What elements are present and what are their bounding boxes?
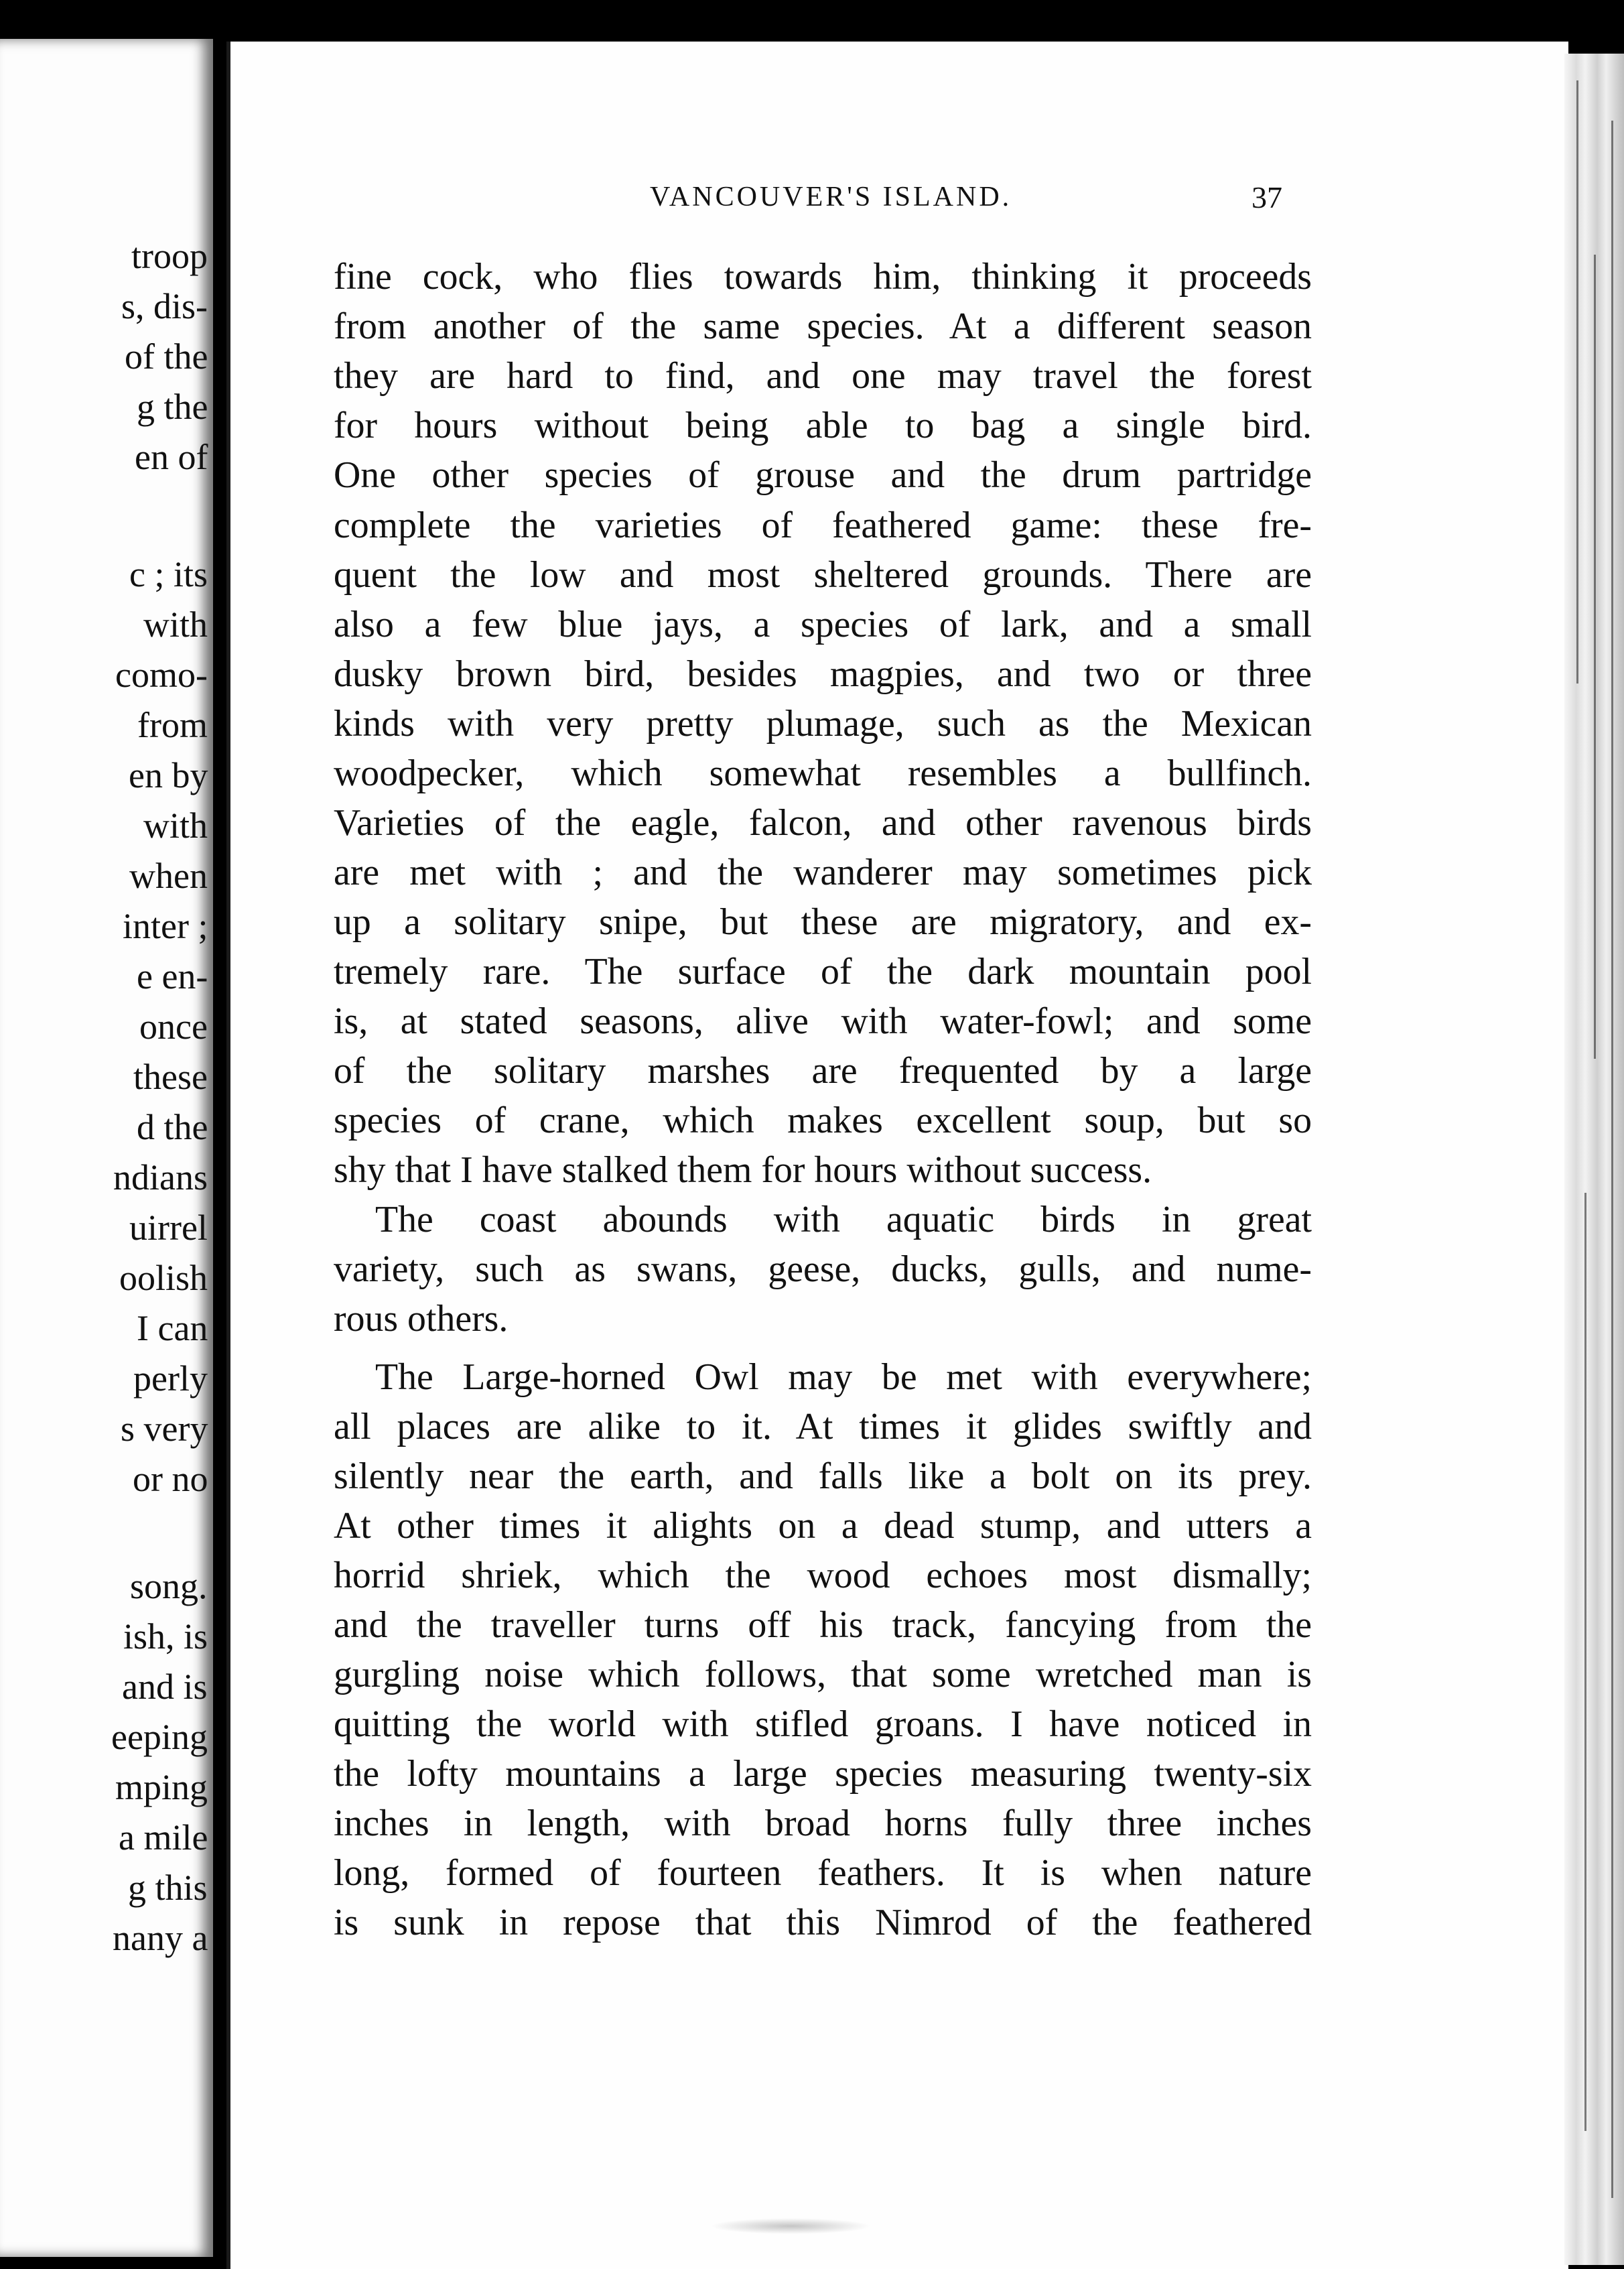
running-head: VANCOUVER'S ISLAND. bbox=[650, 182, 1012, 212]
left-page-line-fragment: oolish bbox=[119, 1258, 208, 1298]
text-line: kinds with very pretty plumage, such as the Mexican bbox=[334, 703, 1312, 744]
left-page-line-fragment: g this bbox=[128, 1868, 208, 1908]
text-line: complete the varieties of feathered game: these fre- bbox=[334, 505, 1312, 546]
page-edge-stack bbox=[1564, 54, 1624, 2265]
text-line: is, at stated seasons, alive with water-fowl; and some bbox=[334, 1000, 1312, 1042]
left-page-line-fragment: with bbox=[143, 805, 208, 846]
text-line: species of crane, which makes excellent soup, but so bbox=[334, 1100, 1312, 1141]
left-page-line-fragment: como- bbox=[115, 655, 208, 695]
scan-smudge bbox=[710, 2218, 871, 2234]
left-page-line-fragment: song. bbox=[130, 1566, 208, 1606]
text-line: gurgling noise which follows, that some wretched man is bbox=[334, 1654, 1312, 1695]
text-line: The coast abounds with aquatic birds in great bbox=[375, 1199, 1312, 1240]
text-line: One other species of grouse and the drum partridge bbox=[334, 454, 1312, 496]
left-page-line-fragment: or no bbox=[133, 1459, 208, 1499]
text-line: Varieties of the eagle, falcon, and other ravenous birds bbox=[334, 802, 1312, 844]
left-page-line-fragment: uirrel bbox=[129, 1208, 208, 1248]
text-line: from another of the same species. At a different season bbox=[334, 306, 1312, 347]
text-line: of the solitary marshes are frequented by a large bbox=[334, 1050, 1312, 1092]
text-line: dusky brown bird, besides magpies, and two or three bbox=[334, 653, 1312, 695]
left-page-line-fragment: en of bbox=[135, 437, 208, 477]
left-page-line-fragment: en by bbox=[129, 755, 208, 795]
left-page-line-fragment: from bbox=[137, 705, 208, 745]
text-line: all places are alike to it. At times it glides swiftly and bbox=[334, 1406, 1312, 1447]
left-page-line-fragment: perly bbox=[133, 1358, 208, 1399]
text-line: also a few blue jays, a species of lark, and a small bbox=[334, 604, 1312, 645]
text-line: The Large-horned Owl may be met with everywhere; bbox=[375, 1356, 1312, 1398]
text-line: are met with ; and the wanderer may sometimes pick bbox=[334, 852, 1312, 893]
left-page-line-fragment: and is bbox=[122, 1667, 208, 1707]
text-line: long, formed of fourteen feathers. It is when nature bbox=[334, 1852, 1312, 1894]
text-line: they are hard to find, and one may travel the forest bbox=[334, 355, 1312, 397]
text-line: fine cock, who flies towards him, thinking it proceeds bbox=[334, 256, 1312, 298]
text-line: up a solitary snipe, but these are migratory, and ex- bbox=[334, 901, 1312, 943]
text-line: and the traveller turns off his track, fancying from the bbox=[334, 1604, 1312, 1646]
text-line: inches in length, with broad horns fully three inches bbox=[334, 1803, 1312, 1844]
left-page-line-fragment: when bbox=[129, 856, 208, 896]
text-line: is sunk in repose that this Nimrod of the feathered bbox=[334, 1902, 1312, 1943]
page-number: 37 bbox=[1251, 180, 1282, 214]
left-page-line-fragment: once bbox=[139, 1007, 208, 1047]
left-page-line-fragment: d the bbox=[137, 1107, 208, 1147]
text-line: quitting the world with stifled groans. I have noticed in bbox=[334, 1703, 1312, 1745]
text-line: quent the low and most sheltered grounds. There are bbox=[334, 554, 1312, 596]
text-line: shy that I have stalked them for hours without success. bbox=[334, 1149, 1152, 1191]
text-line: rous others. bbox=[334, 1298, 509, 1340]
left-page-line-fragment: eeping bbox=[111, 1717, 208, 1757]
left-page-line-fragment: s, dis- bbox=[121, 286, 208, 326]
text-line: At other times it alights on a dead stump, and utters a bbox=[334, 1505, 1312, 1547]
text-line: woodpecker, which somewhat resembles a bullfinch. bbox=[334, 753, 1312, 794]
left-page-line-fragment: e en- bbox=[137, 956, 208, 996]
left-page-line-fragment: inter ; bbox=[123, 906, 208, 946]
left-page bbox=[0, 39, 213, 2257]
text-line: the lofty mountains a large species measuring twenty-six bbox=[334, 1753, 1312, 1795]
text-line: silently near the earth, and falls like a bolt on its prey. bbox=[334, 1455, 1312, 1497]
left-page-line-fragment: g the bbox=[137, 387, 208, 427]
left-page-line-fragment: ndians bbox=[113, 1157, 208, 1197]
left-page-line-fragment: a mile bbox=[119, 1817, 208, 1858]
left-page-line-fragment: I can bbox=[137, 1308, 208, 1348]
left-page-line-fragment: ish, is bbox=[123, 1616, 208, 1657]
text-line: variety, such as swans, geese, ducks, gulls, and nume- bbox=[334, 1248, 1312, 1290]
left-page-line-fragment: c ; its bbox=[129, 554, 208, 594]
left-page-line-fragment: these bbox=[133, 1057, 208, 1097]
text-line: tremely rare. The surface of the dark mountain pool bbox=[334, 951, 1312, 992]
left-page-line-fragment: mping bbox=[115, 1767, 208, 1807]
text-line: for hours without being able to bag a single bird. bbox=[334, 405, 1312, 446]
left-page-line-fragment: troop bbox=[131, 236, 208, 276]
left-page-line-fragment: nany a bbox=[113, 1918, 208, 1958]
text-line: horrid shriek, which the wood echoes most dismally; bbox=[334, 1555, 1312, 1596]
left-page-line-fragment: s very bbox=[121, 1409, 208, 1449]
left-page-line-fragment: with bbox=[143, 604, 208, 645]
left-page-line-fragment: of the bbox=[125, 336, 208, 377]
